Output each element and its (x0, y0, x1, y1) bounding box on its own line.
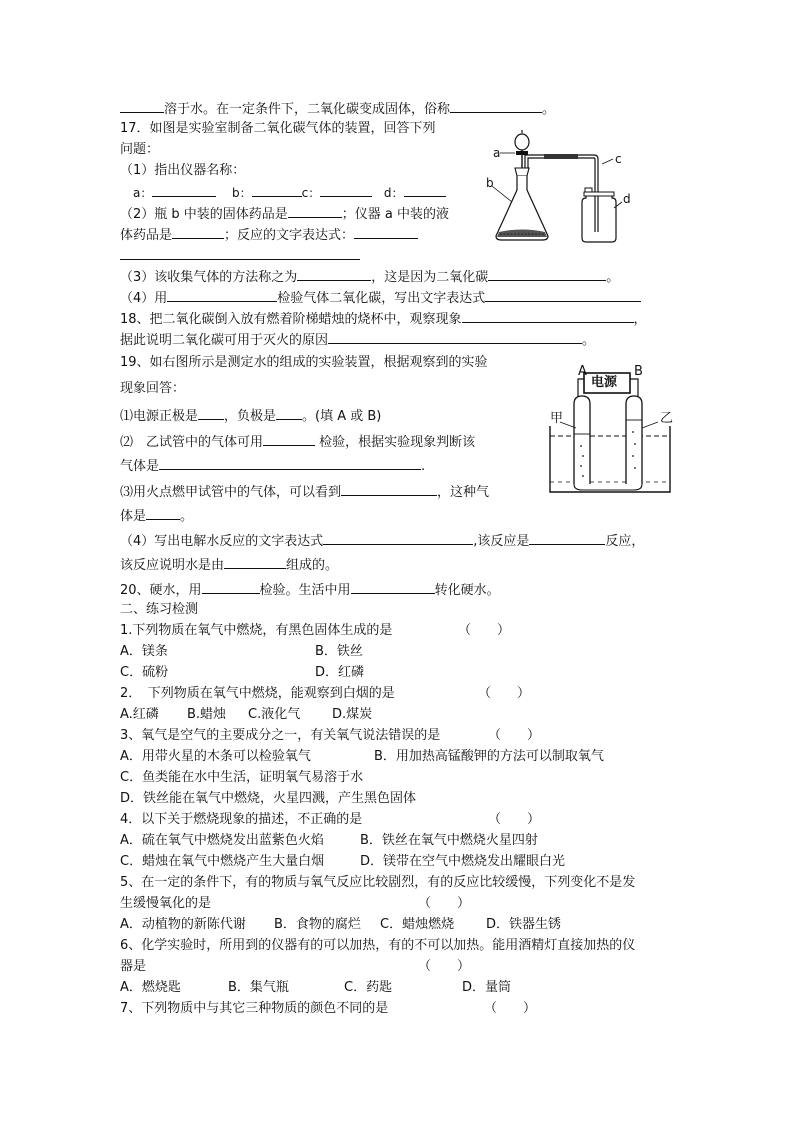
mc1-stem-text: 1.下列物质在氧气中燃烧，有黑色固体生成的是 (120, 623, 393, 638)
q17-part3-text: （3）该收集气体的方法称之为 (120, 270, 298, 285)
option-a[interactable]: A．硫在氧气中燃烧发出蓝紫色火焰 (120, 833, 324, 848)
q19-part1 (120, 406, 381, 426)
label-c: c： (301, 186, 321, 200)
option-b[interactable]: B．集气瓶 (228, 980, 289, 995)
q17-part2-text3: 体药品是 (120, 228, 173, 243)
option-c[interactable]: C．硫粉 (120, 665, 169, 680)
q17-stem: 17．如图是实验室制备二氧化碳气体的装置，回答下列 (120, 121, 436, 136)
q19-part3-text3: 体是 (120, 509, 147, 524)
answer-blank[interactable] (341, 482, 437, 496)
answer-blank[interactable] (120, 99, 164, 113)
answer-blank[interactable] (462, 309, 634, 323)
answer-blank[interactable] (404, 183, 446, 197)
q17-names-line (133, 183, 446, 202)
mc4-stem-text: 4．以下关于燃烧现象的描述，不正确的是 (120, 812, 363, 827)
answer-paren[interactable]: （ ） (458, 623, 511, 638)
option-d[interactable]: D．铁器生锈 (486, 917, 562, 932)
q17-part4 (120, 288, 641, 308)
q17-part2 (120, 204, 449, 224)
label-d: d (623, 192, 631, 206)
answer-blank[interactable] (152, 183, 216, 197)
mc3-stem (120, 727, 541, 745)
q17-stem-cont: 问题： (120, 142, 160, 157)
option-c[interactable]: C．鱼类能在水中生活，证明氧气易溶于水 (120, 770, 364, 785)
option-b[interactable]: B．铁丝 (315, 644, 363, 659)
terminal-a-label: A (578, 364, 587, 379)
answer-blank[interactable] (485, 288, 641, 302)
option-c[interactable]: C．药匙 (344, 980, 393, 995)
section-heading: 二、练习检测 (120, 602, 199, 617)
option-d[interactable]: D．镁带在空气中燃烧发出耀眼白光 (360, 854, 566, 869)
answer-blank[interactable] (488, 267, 606, 281)
option-d[interactable]: D.煤炭 (332, 707, 373, 722)
q19-part4 (120, 531, 644, 551)
q19-stem: 19、如右图所示是测定水的组成的实验装置，根据观察到的实验 (120, 355, 488, 370)
q19-part4-end: 组成的。 (286, 558, 339, 573)
q20-text: 20、硬水，用 (120, 583, 202, 598)
q17-part4-text2: 检验气体二氧化碳，写出文字表达式 (277, 291, 486, 306)
mc7-stem-text: 7、下列物质中与其它三种物质的颜色不同的是 (120, 1001, 389, 1016)
q17-part1: （1）指出仪器名称： (120, 163, 246, 178)
q18-line (120, 309, 647, 329)
mc3-options-row3 (120, 790, 416, 808)
option-b[interactable]: B．用加热高锰酸钾的方法可以制取氧气 (374, 749, 604, 764)
answer-paren[interactable]: （ ） (418, 896, 471, 911)
label-a: a： (133, 186, 153, 200)
q19-part4-text4: 该反应说明水是由 (120, 558, 225, 573)
label-b: b (486, 176, 494, 190)
answer-blank[interactable] (288, 204, 342, 218)
answer-blank[interactable] (354, 225, 418, 239)
answer-blank[interactable] (172, 225, 224, 239)
q20-line (120, 580, 500, 600)
q16-line (120, 99, 555, 119)
q17-part3-text2: ，这是因为二氧化碳 (371, 270, 489, 285)
option-c[interactable]: C．蜡烛燃烧 (380, 917, 455, 932)
q18-end: 。 (582, 333, 596, 348)
q19-part3-cont (120, 506, 193, 526)
answer-blank[interactable] (276, 406, 302, 420)
answer-paren[interactable]: （ ） (488, 728, 541, 743)
q17-part2-eq (120, 246, 360, 266)
option-a[interactable]: A．镁条 (120, 644, 168, 659)
option-d[interactable]: D．红磷 (315, 665, 365, 680)
mc3-stem-text: 3、氧气是空气的主要成分之一，有关氧气说法错误的是 (120, 728, 441, 743)
q19-part2-text2: 检验，根据实验现象判断该 (319, 435, 476, 450)
answer-blank[interactable] (328, 330, 582, 344)
terminal-b-label: B (634, 364, 643, 379)
mc6-stem: 6、化学实验时，所用到的仪器有的可以加热，有的不可以加热。能用酒精灯直接加热的仪 (120, 938, 636, 953)
power-supply-label: 电源 (591, 375, 618, 390)
q19-part1-text: ⑴电源正极是 (120, 409, 199, 424)
option-d[interactable]: D．量筒 (462, 980, 512, 995)
answer-paren[interactable]: （ ） (488, 812, 541, 827)
option-a[interactable]: A．动植物的新陈代谢 (120, 917, 246, 932)
electrolysis-figure (546, 364, 678, 500)
answer-blank[interactable] (224, 555, 286, 569)
answer-blank[interactable] (202, 580, 260, 594)
mc3-options-row2 (120, 769, 363, 787)
answer-blank[interactable] (323, 531, 473, 545)
label-b: b： (232, 186, 252, 200)
q20-text2: 检验。生活中用 (259, 583, 351, 598)
option-b[interactable]: B.蜡烛 (187, 707, 227, 722)
mc1-stem (120, 622, 511, 640)
answer-blank[interactable] (297, 267, 371, 281)
mc6-options (120, 979, 512, 997)
label-c: c (615, 152, 622, 166)
mc2-stem-text: 2． 下列物质在氧气中燃烧，能观察到白烟的是 (120, 686, 395, 701)
answer-paren[interactable]: （ ） (484, 1001, 537, 1016)
q17-part2-text2: ；仪器 a 中装的液 (341, 207, 450, 222)
mc4-stem (120, 811, 541, 829)
q17-part2-cont (120, 225, 418, 245)
mc4-options-row2 (120, 853, 566, 871)
option-b[interactable]: B．铁丝在氧气中燃烧火星四射 (360, 833, 538, 848)
q19-part1-text2: ，负极是 (224, 409, 277, 424)
q18-comma: ， (633, 312, 647, 327)
option-d[interactable]: D．铁丝能在氧气中燃烧，火星四溅，产生黑色固体 (120, 791, 417, 806)
q19-part4-text2: ,该反应是 (473, 534, 530, 549)
option-b[interactable]: B．食物的腐烂 (274, 917, 361, 932)
answer-blank[interactable] (120, 246, 360, 260)
mc1-options-row2 (120, 664, 365, 682)
mc6-stem-text2: 器是 (120, 959, 147, 974)
mc1-options-row1 (120, 643, 363, 661)
q20-text3: 转化硬水。 (434, 583, 500, 598)
mc5-stem-cont (120, 895, 471, 913)
q16-end: 。 (542, 102, 556, 117)
option-a[interactable]: A.红磷 (120, 707, 159, 722)
answer-paren[interactable]: （ ） (418, 959, 471, 974)
option-c[interactable]: C.液化气 (248, 707, 301, 722)
answer-blank[interactable] (529, 531, 605, 545)
q17-part3-end: 。 (606, 270, 620, 285)
mc2-stem (120, 685, 531, 703)
q19-part3-end: 。 (180, 509, 194, 524)
tube-yi-label: 乙 (660, 411, 674, 426)
mc3-options-row1 (120, 748, 604, 766)
q19-part2 (120, 432, 475, 452)
mc5-options (120, 916, 562, 934)
q19-part2-text3: 气体是 (120, 459, 160, 474)
mc7-stem (120, 1000, 537, 1018)
q19-part2-text: ⑵ 乙试管中的气体可用 (120, 435, 264, 450)
q19-part1-text3: 。(填 A 或 B) (302, 409, 382, 424)
answer-blank[interactable] (167, 288, 277, 302)
answer-blank[interactable] (146, 506, 180, 520)
q17-part2-text4: ；反应的文字表达式： (224, 228, 355, 243)
q19-stem-cont: 现象回答： (120, 381, 186, 396)
mc4-options-row1 (120, 832, 538, 850)
option-a[interactable]: A．用带火星的木条可以检验氧气 (120, 749, 311, 764)
q19-part3-text2: ，这种气 (437, 485, 490, 500)
mc2-options (120, 706, 373, 724)
q17-part3 (120, 267, 619, 287)
label-d: d： (383, 186, 404, 200)
answer-blank[interactable] (252, 183, 302, 197)
mc5-stem: 5、在一定的条件下，有的物质与氧气反应比较剧烈，有的反应比较缓慢，下列变化不是发 (120, 875, 636, 890)
q19-part2-cont (120, 456, 425, 476)
option-c[interactable]: C．蜡烛在氧气中燃烧产生大量白烟 (120, 854, 325, 869)
q18-text: 18、把二氧化碳倒入放有燃着阶梯蜡烛的烧杯中，观察现象 (120, 312, 462, 327)
q19-part4-cont (120, 555, 338, 575)
answer-blank[interactable] (351, 580, 435, 594)
q18-line2 (120, 330, 595, 350)
q19-part4-text3: 反应， (605, 534, 645, 549)
q19-part2-end: . (421, 459, 426, 474)
q18-text2: 据此说明二氧化碳可用于灭火的原因 (120, 333, 329, 348)
mc6-stem-cont (120, 958, 471, 976)
q16-text: 溶于水。在一定条件下，二氧化碳变成固体，俗称 (164, 102, 451, 117)
q17-part4-text: （4）用 (120, 291, 168, 306)
answer-paren[interactable]: （ ） (478, 686, 531, 701)
q19-part3 (120, 482, 489, 502)
answer-blank[interactable] (320, 183, 372, 197)
answer-blank[interactable] (450, 99, 542, 113)
option-a[interactable]: A．燃烧匙 (120, 980, 181, 995)
q17-part2-text: （2）瓶 b 中装的固体药品是 (120, 207, 288, 222)
q19-part4-text: （4）写出电解水反应的文字表达式 (120, 534, 324, 549)
tube-jia-label: 甲 (550, 411, 564, 426)
answer-blank[interactable] (159, 456, 421, 470)
q19-part3-text: ⑶用火点燃甲试管中的气体，可以看到 (120, 485, 342, 500)
mc5-stem-text2: 生缓慢氧化的是 (120, 896, 212, 911)
answer-blank[interactable] (263, 432, 315, 446)
co2-apparatus-figure (482, 128, 642, 248)
co2-apparatus-drawing (482, 128, 642, 248)
label-a: a (493, 146, 501, 160)
answer-blank[interactable] (198, 406, 224, 420)
